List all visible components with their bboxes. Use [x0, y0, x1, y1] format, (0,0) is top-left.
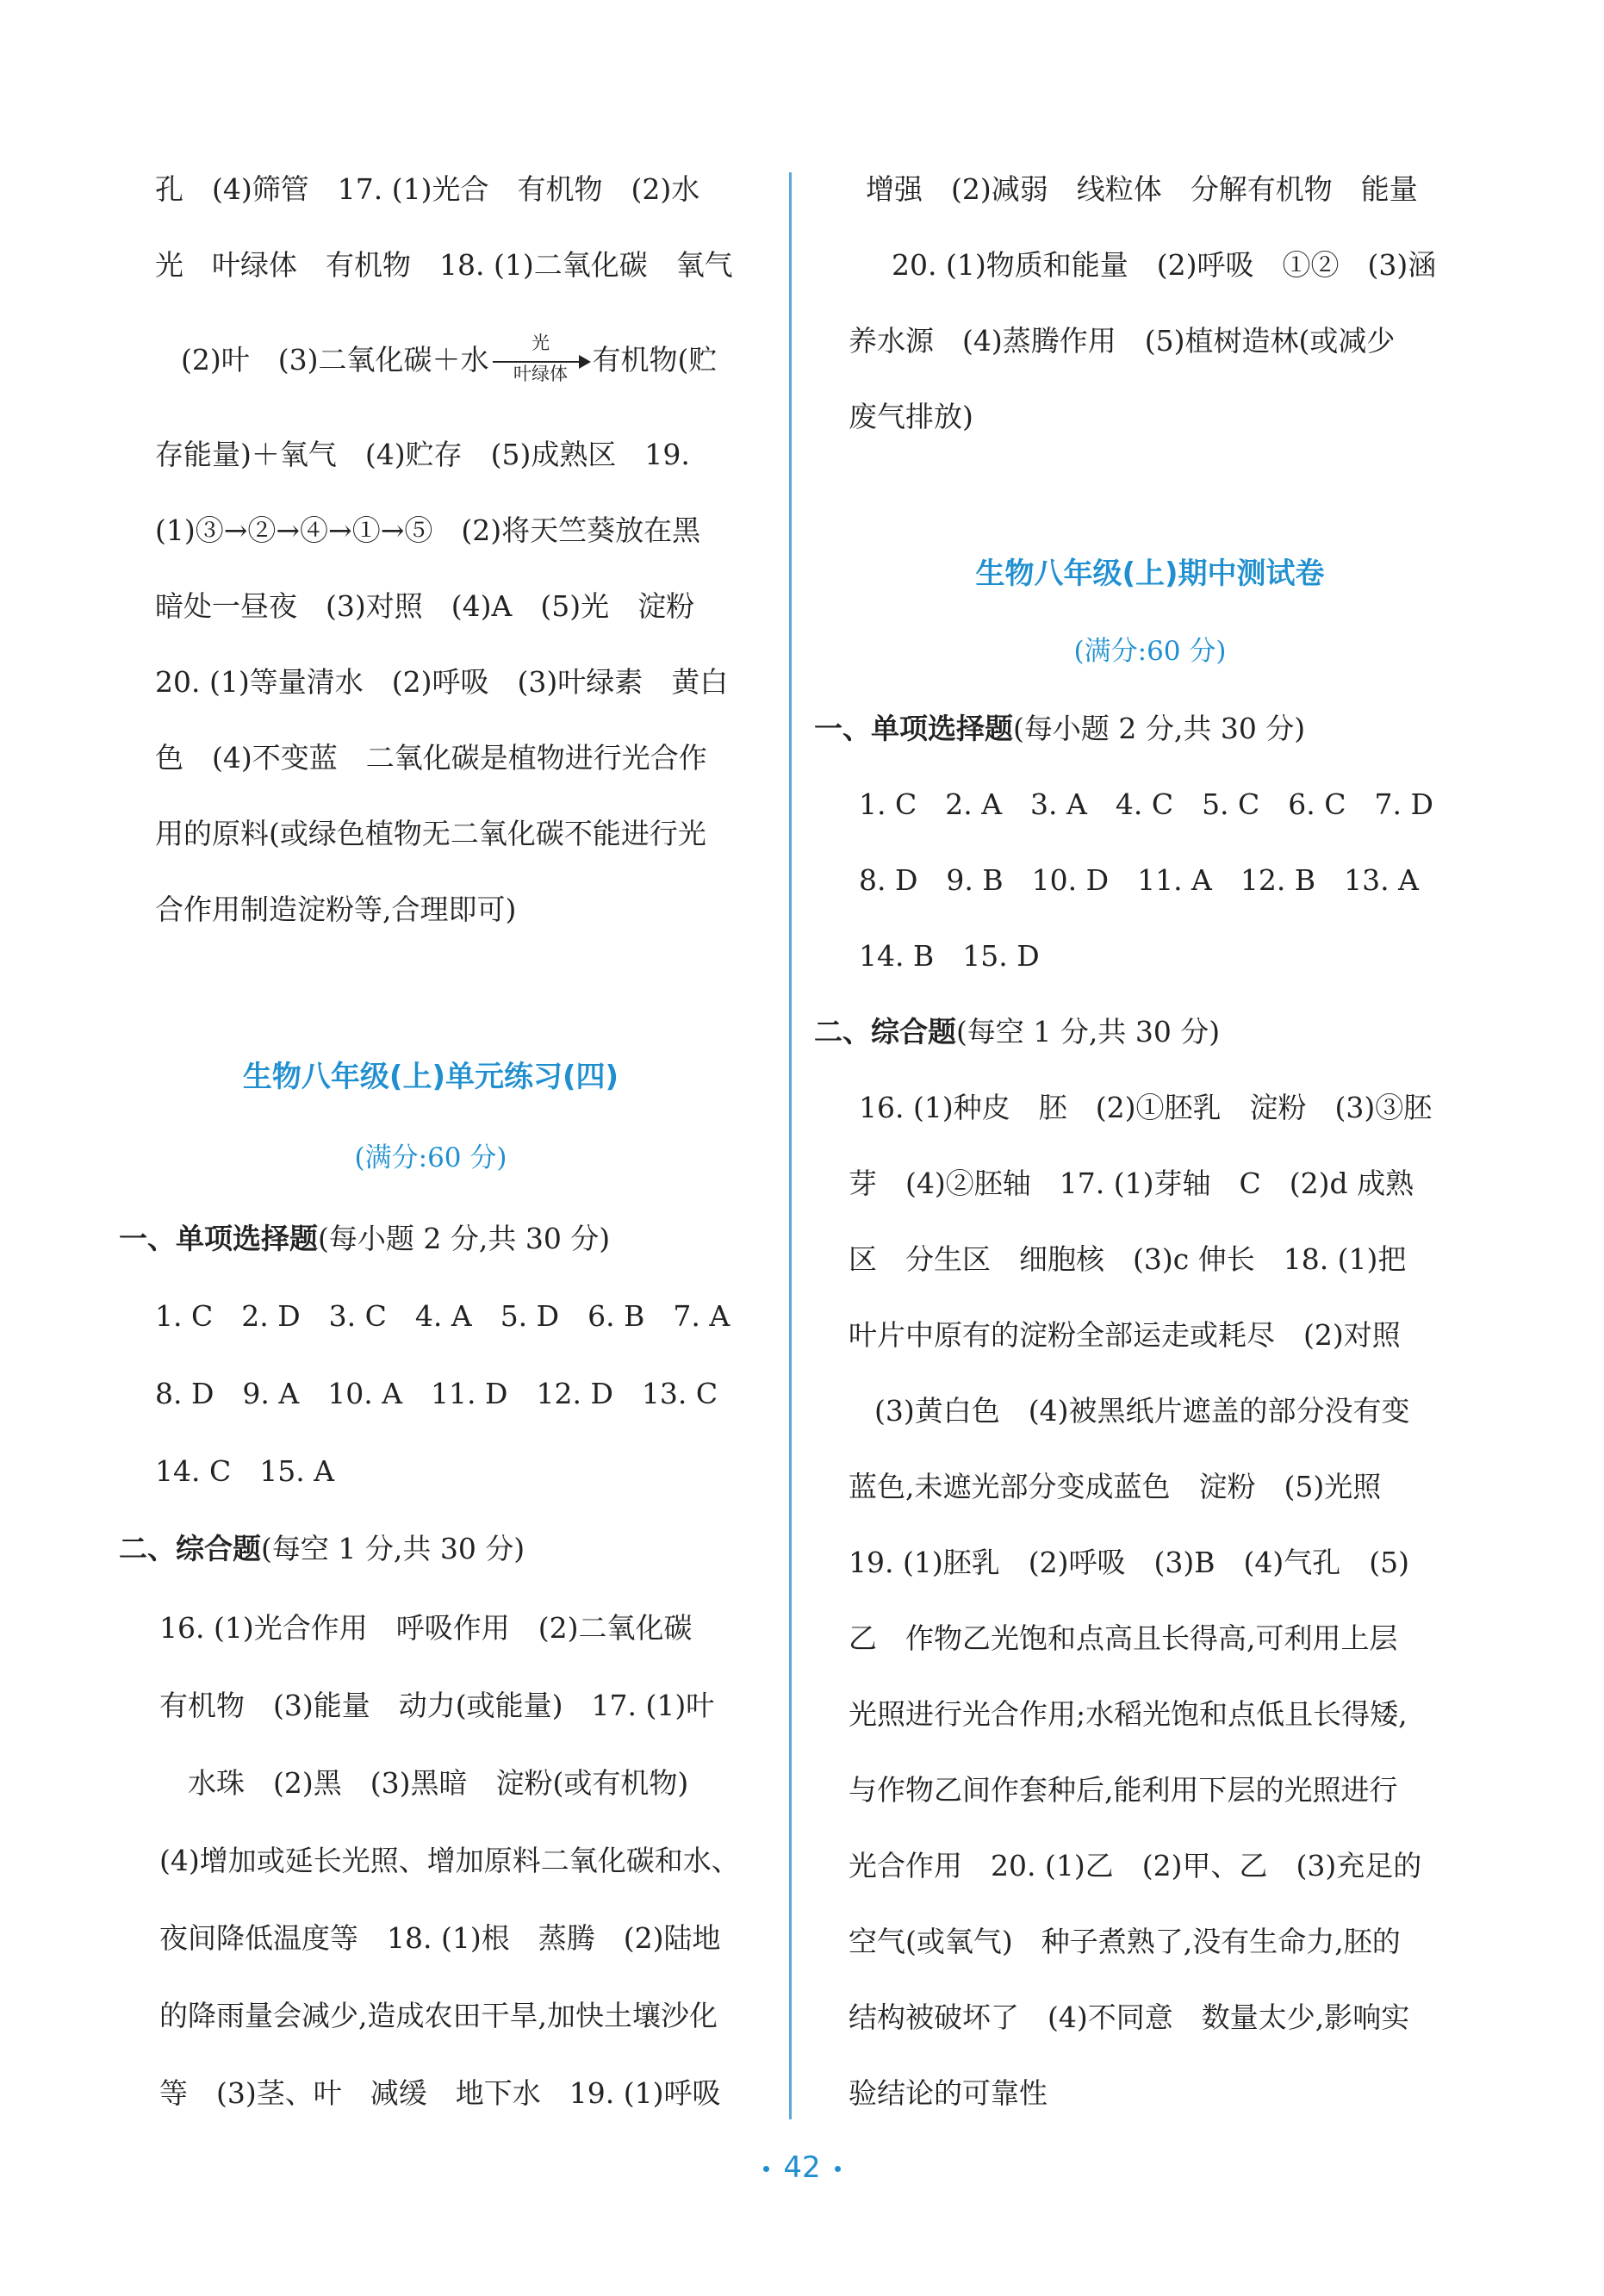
answer-line: 增强 (2)减弱 线粒体 分解有机物 能量: [866, 172, 1418, 206]
answer-line: 夜间降低温度等 18. (1)根 蒸腾 (2)陆地: [159, 1921, 721, 1955]
answer-line: 16. (1)光合作用 呼吸作用 (2)二氧化碳: [159, 1611, 693, 1645]
answer-line: 色 (4)不变蓝 二氧化碳是植物进行光合作: [155, 741, 707, 775]
arrow-condition-top: 光: [532, 333, 550, 353]
answer-line: 叶片中原有的淀粉全部运走或耗尽 (2)对照: [849, 1318, 1401, 1352]
answer-line: 结构被破坏了 (4)不同意 数量太少,影响实: [849, 2000, 1410, 2034]
page-number-text: 42: [783, 2150, 821, 2185]
column-divider: [789, 172, 792, 2119]
mc-answers-row: 8. D 9. B 10. D 11. A 12. B 13. A: [859, 863, 1419, 897]
answer-line: 芽 (4)②胚轴 17. (1)芽轴 C (2)d 成熟: [849, 1167, 1414, 1200]
answer-line: 乙 作物乙光饱和点高且长得高,可利用上层: [849, 1621, 1398, 1655]
section-note: (每小题 2 分,共 30 分): [1013, 712, 1306, 745]
unit4-section1-heading: [119, 1222, 610, 1256]
answer-line: 养水源 (4)蒸腾作用 (5)植树造林(或减少: [849, 324, 1396, 358]
unit4-title: 生物八年级(上)单元练习(四): [242, 1060, 619, 1094]
answer-line: 光照进行光合作用;水稻光饱和点低且长得矮,: [849, 1697, 1408, 1731]
answer-line: 16. (1)种皮 胚 (2)①胚乳 淀粉 (3)③胚: [859, 1091, 1433, 1124]
answer-line: 光 叶绿体 有机物 18. (1)二氧化碳 氧气: [155, 248, 733, 282]
mc-answers-row: 1. C 2. D 3. C 4. A 5. D 6. B 7. A: [155, 1299, 731, 1333]
answer-line: 20. (1)等量清水 (2)呼吸 (3)叶绿素 黄白: [155, 665, 729, 699]
section-title: 一、单项选择题: [814, 712, 1013, 745]
answer-line: 验结论的可靠性: [849, 2076, 1048, 2110]
equation-after: 有机物(贮: [592, 343, 718, 376]
answer-line: 蓝色,未遮光部分变成蓝色 淀粉 (5)光照: [849, 1470, 1382, 1503]
answer-line: 19. (1)胚乳 (2)呼吸 (3)B (4)气孔 (5): [849, 1546, 1409, 1579]
answer-line: 的降雨量会减少,造成农田干旱,加快土壤沙化: [159, 1999, 718, 2032]
answer-line: (4)增加或延长光照、增加原料二氧化碳和水、: [159, 1844, 740, 1877]
section-title: 二、综合题: [814, 1015, 956, 1048]
midterm-title: 生物八年级(上)期中测试卷: [975, 557, 1325, 591]
answer-line: 孔 (4)筛管 17. (1)光合 有机物 (2)水: [155, 172, 700, 206]
unit4-score: (满分:60 分): [354, 1142, 507, 1173]
answer-line: 合作用制造淀粉等,合理即可): [155, 893, 517, 926]
section-note: (每空 1 分,共 30 分): [261, 1532, 525, 1565]
answer-line: 空气(或氧气) 种子煮熟了,没有生命力,胚的: [849, 1925, 1401, 1958]
answer-line: 废气排放): [849, 400, 973, 433]
answer-line: 有机物 (3)能量 动力(或能量) 17. (1)叶: [159, 1689, 715, 1722]
mc-answers-row: 8. D 9. A 10. A 11. D 12. D 13. C: [155, 1377, 718, 1410]
mc-answers-row: 1. C 2. A 3. A 4. C 5. C 6. C 7. D: [859, 787, 1433, 821]
midterm-section1-heading: [814, 712, 1305, 746]
answer-line: 水珠 (2)黑 (3)黑暗 淀粉(或有机物): [188, 1766, 689, 1800]
mc-answers-row: 14. C 15. A: [155, 1454, 335, 1488]
unit4-section2-heading: [119, 1532, 525, 1566]
equation-before: (2)叶 (3)二氧化碳＋水: [181, 343, 489, 376]
answer-line: 光合作用 20. (1)乙 (2)甲、乙 (3)充足的: [849, 1849, 1422, 1882]
answer-line: (3)黄白色 (4)被黑纸片遮盖的部分没有变: [874, 1394, 1410, 1428]
section-note: (每小题 2 分,共 30 分): [318, 1222, 611, 1255]
answer-line: 暗处一昼夜 (3)对照 (4)A (5)光 淀粉: [155, 589, 695, 623]
answer-line: 与作物乙间作套种后,能利用下层的光照进行: [849, 1773, 1398, 1807]
reaction-arrow: [489, 333, 593, 384]
answer-line: (1)③→②→④→①→⑤ (2)将天竺葵放在黑: [155, 513, 701, 547]
midterm-score: (满分:60 分): [1073, 636, 1227, 667]
section-title: 一、单项选择题: [119, 1222, 318, 1255]
answer-line: 用的原料(或绿色植物无二氧化碳不能进行光: [155, 817, 706, 850]
midterm-section2-heading: [814, 1015, 1220, 1049]
answer-line: 20. (1)物质和能量 (2)呼吸 ①② (3)涵: [892, 248, 1437, 282]
section-title: 二、综合题: [119, 1532, 261, 1565]
page-number: [0, 2150, 1604, 2185]
equation-line: [181, 333, 718, 384]
answer-line: 存能量)＋氧气 (4)贮存 (5)成熟区 19.: [155, 438, 690, 471]
section-note: (每空 1 分,共 30 分): [956, 1015, 1221, 1048]
arrow-condition-bottom: 叶绿体: [513, 364, 568, 384]
answer-line: 等 (3)茎、叶 减缓 地下水 19. (1)呼吸: [159, 2076, 721, 2110]
answer-line: 区 分生区 细胞核 (3)c 伸长 18. (1)把: [849, 1242, 1407, 1276]
mc-answers-row: 14. B 15. D: [859, 939, 1040, 973]
